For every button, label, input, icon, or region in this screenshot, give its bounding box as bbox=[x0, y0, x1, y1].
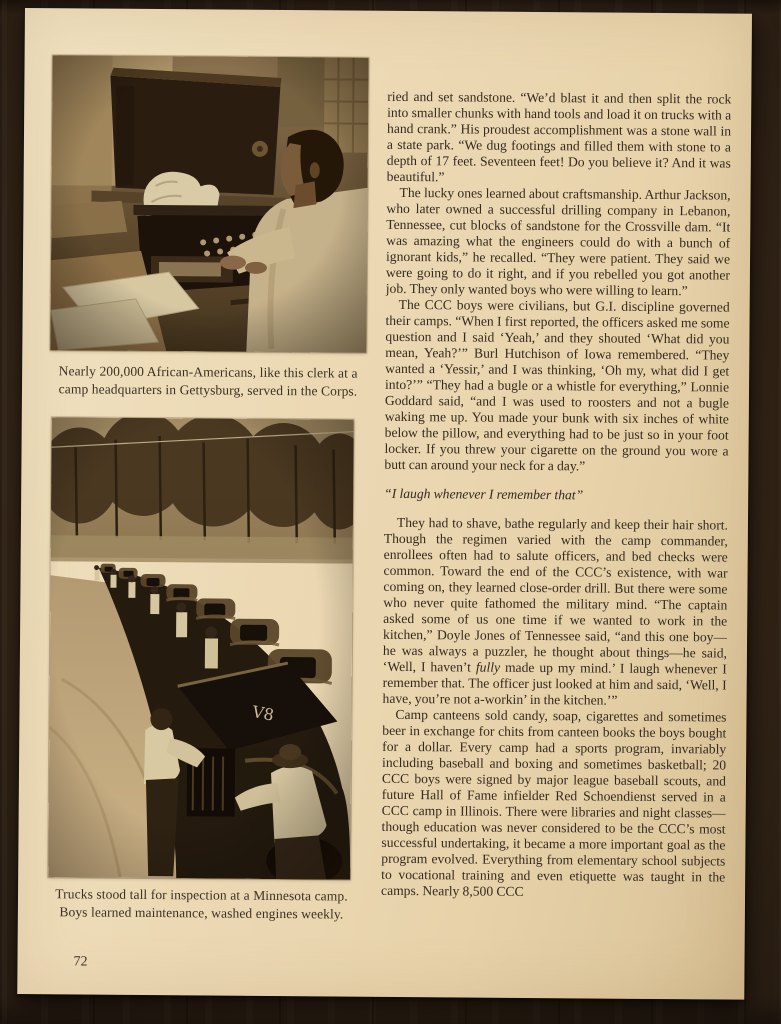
pull-quote-subhead: “I laugh whenever I remember that” bbox=[384, 485, 584, 503]
photo-clerk-typewriter bbox=[50, 55, 368, 352]
paragraph-canteens: Camp canteens sold candy, soap, cigarettes and sometimes beer in exchange for chits from canteen books the boys bought for a dollar. Every camp had a sports program, invariably including baseball and boxing and sometimes basketball; 20 CCC boys were signed by major league baseball scouts, and future Hall of Fame infielder Red Schoendienst served in a CCC camp in Illinois. There were libraries and night classes—though education was never considered to be the CCC’s most successful undertaking, it became a more important goal as the program evolved. Everything from elementary school subjects to vocational training and even etiquette was taught in the camps. Nearly 8,500 CCC bbox=[381, 706, 727, 899]
italic-word: fully bbox=[475, 659, 501, 675]
photo-trucks-inspection bbox=[48, 417, 354, 879]
paragraph-regimen-text-end: made up my mind.’ I laugh whenever I remember that. The officer just looked at him and said, ‘Well, I have, you’re not a-workin’ in the kitchen.’” bbox=[382, 659, 727, 708]
paragraph-regimen bbox=[383, 515, 728, 710]
paragraph-discipline: The CCC boys were civilians, but G.I. discipline governed their camps. “When I first reported, the officers asked me some question and I said ‘Yeah,’ and they shouted ‘What did you mean, Yeah?’” Burl Hutchison of Iowa remembered. “They wanted a ‘Yessir,’ and I was thinking, ‘Oh my, what did I get into?’” “They had a bugle or a whistle for everything,” Lonnie Goddard said, “and I was used to roosters and not a bugle waking me up. You made your bunk with six inches of white below the pillow, and everything had to be just so in your foot locker. If you threw your cigarette on the ground you wore a butt can around your neck for a day.” bbox=[384, 296, 730, 474]
article-text-column bbox=[380, 89, 731, 978]
paragraph-craftsmanship: The lucky ones learned about craftsmanship. Arthur Jackson, who later owned a successful drilling company in Lebanon, Tennessee, cut blocks of sandstone for the Crossville dam. “It was amazing what the engineers could do with a bunch of ignorant kids,” he recalled. “They were patient. They said we were going to do it right, and if you rebelled you got another job. They only wanted boys who were willing to learn.” bbox=[385, 184, 731, 299]
clerk-typewriter-illustration bbox=[50, 55, 368, 352]
page-number: 72 bbox=[73, 954, 88, 970]
trucks-illustration bbox=[48, 417, 354, 879]
paragraph-continuation: ried and set sandstone. “We’d blast it and then split the rock into smaller chunks with hand tools and load it on trucks with a hand crank.” His proudest accomplishment was a stone wall in a state park. “We dug footings and filled them with stone to a depth of 17 feet. Seventeen feet! Do you believe it? And it was beautiful.” bbox=[386, 88, 732, 185]
paragraph-regimen-text: They had to shave, bathe regularly and keep their hair short. Though the regimen varied with the camp commander, enrollees often had to salute officers, and bed checks were common. Toward the end of the CCC’s existence, with war coming on, they learned close-order drill. But there were some who never quite fathomed the military mind. “The captain asked some of us one time if we wanted to work in the kitchen,” Doyle Jones of Tennessee said, “and this one boy—he was always a puzzler, he thought about things—he said, ‘Well, I haven’t bbox=[382, 514, 729, 675]
photo-caption-clerk: Nearly 200,000 African-Americans, like this clerk at a camp headquarters in Gettysburg, served in the Corps. bbox=[58, 363, 358, 399]
scanned-magazine-page bbox=[17, 8, 752, 1000]
photo-caption-trucks: Trucks stood tall for inspection at a Minnesota camp. Boys learned maintenance, washed engines weekly. bbox=[55, 886, 348, 922]
